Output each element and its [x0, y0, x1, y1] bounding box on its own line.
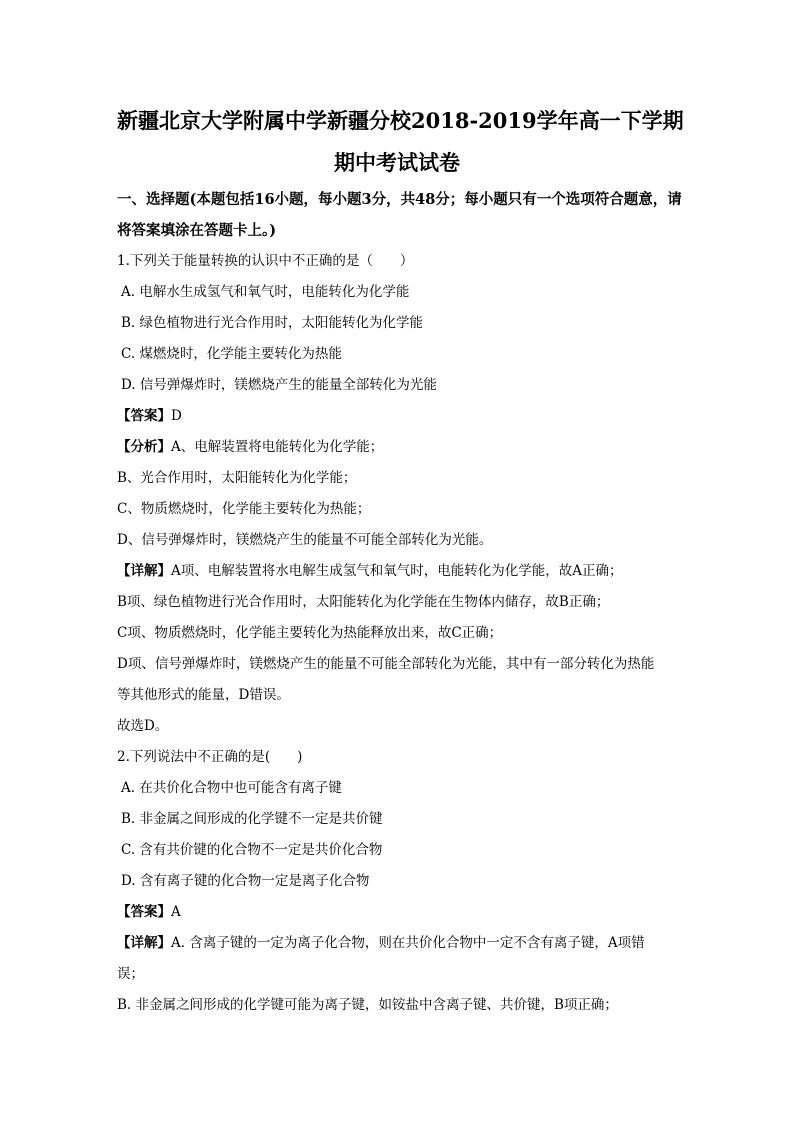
answer-tag: 【答案】 — [117, 904, 171, 920]
question-2-answer — [117, 897, 677, 928]
question-1-analysis-line-1 — [117, 432, 677, 463]
question-1-conclusion: 故选D。 — [117, 718, 169, 734]
title-line-1: 新疆北京大学附属中学新疆分校2018-2019学年高一下学期 — [117, 108, 684, 133]
question-1-detail-line-5: 等其他形式的能量，D错误。 — [117, 687, 290, 703]
question-1-stem: 1.下列关于能量转换的认识中不正确的是（ ） — [117, 253, 414, 269]
analysis-tag: 【分析】 — [117, 439, 171, 455]
question-2 — [117, 742, 677, 1021]
question-1-analysis-line-2: B、光合作用时，太阳能转化为化学能； — [117, 470, 357, 486]
answer-value: D — [171, 408, 182, 424]
answer-tag: 【答案】 — [117, 408, 171, 424]
detail-tag: 【详解】 — [117, 935, 171, 951]
detail-text: A项、电解装置将水电解生成氢气和氧气时，电能转化为化学能，故A正确； — [171, 563, 623, 579]
question-1-analysis-line-4: D、信号弹爆炸时，镁燃烧产生的能量不可能全部转化为光能。 — [117, 532, 493, 548]
question-1-option-b: B. 绿色植物进行光合作用时，太阳能转化为化学能 — [121, 315, 424, 331]
section-heading-line-1: 一、选择题(本题包括16小题，每小题3分，共48分；每小题只有一个选项符合题意，请 — [117, 191, 682, 208]
question-2-option-a: A. 在共价化合物中也可能含有离子键 — [121, 780, 342, 796]
detail-tag: 【详解】 — [117, 563, 171, 579]
analysis-text: A、电解装置将电能转化为化学能； — [171, 439, 384, 455]
question-1 — [117, 246, 677, 742]
section-heading-line-2: 将答案填涂在答题卡上。) — [117, 222, 277, 239]
question-2-option-c: C. 含有共价键的化合物不一定是共价化合物 — [121, 842, 383, 858]
question-1-detail-line-2: B项、绿色植物进行光合作用时，太阳能转化为化学能在生物体内储存，故B正确； — [117, 594, 610, 610]
question-2-detail-line-1 — [117, 928, 677, 959]
exam-page — [117, 100, 684, 1021]
question-1-option-a: A. 电解水生成氢气和氧气时，电能转化为化学能 — [121, 284, 410, 300]
answer-value: A — [171, 904, 181, 920]
question-2-option-d: D. 含有离子键的化合物一定是离子化合物 — [121, 873, 370, 889]
document-title — [117, 100, 684, 184]
title-line-2: 期中考试试卷 — [334, 150, 460, 175]
question-2-stem: 2.下列说法中不正确的是( ) — [117, 749, 303, 765]
question-1-detail-line-4: D项、信号弹爆炸时，镁燃烧产生的能量不可能全部转化为光能，其中有一部分转化为热能 — [117, 656, 655, 672]
question-1-detail-line-3: C项、物质燃烧时，化学能主要转化为热能释放出来，故C正确； — [117, 625, 503, 641]
detail-text: A. 含离子键的一定为离子化合物，则在共价化合物中一定不含有离子键，A项错 — [171, 935, 645, 951]
section-heading — [117, 184, 682, 246]
question-1-detail-line-1 — [117, 556, 677, 587]
question-2-detail-line-3: B. 非金属之间形成的化学键可能为离子键，如铵盐中含离子键、共价键，B项正确； — [117, 997, 618, 1013]
question-2-detail-line-2: 误； — [117, 966, 144, 982]
question-2-option-b: B. 非金属之间形成的化学键不一定是共价键 — [121, 811, 383, 827]
question-1-option-d: D. 信号弹爆炸时，镁燃烧产生的能量全部转化为光能 — [121, 377, 437, 393]
question-1-option-c: C. 煤燃烧时，化学能主要转化为热能 — [121, 346, 342, 362]
question-1-answer — [117, 401, 677, 432]
question-1-analysis-line-3: C、物质燃烧时，化学能主要转化为热能； — [117, 501, 371, 517]
